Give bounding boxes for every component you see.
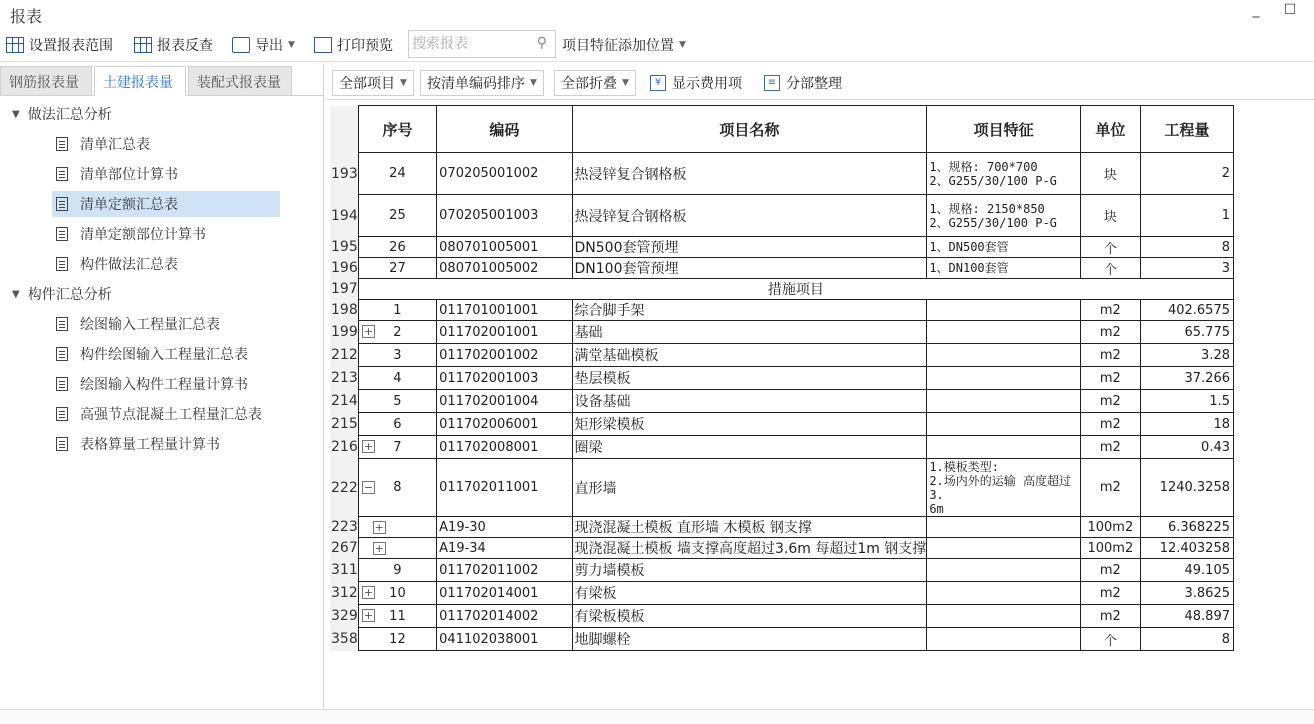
cell-name: 垫层模板 bbox=[572, 367, 927, 390]
export-label: 导出 bbox=[255, 38, 283, 54]
cell-code: 011702001003 bbox=[437, 367, 572, 390]
cell-seq bbox=[358, 367, 436, 390]
report-reverse-label: 报表反查 bbox=[157, 38, 213, 54]
row-number-header bbox=[330, 106, 358, 153]
cell-seq bbox=[358, 195, 436, 237]
seq-label: 6 bbox=[393, 416, 402, 432]
cell-code: 011702001001 bbox=[437, 321, 572, 344]
cell-code: 070205001002 bbox=[437, 153, 572, 195]
cell-name: 现浇混凝土模板 墙支撑高度超过3.6m 每超过1m 钢支撑 bbox=[572, 538, 927, 559]
cell-feature bbox=[927, 459, 1081, 517]
tab-rebar-report[interactable]: 钢筋报表量 bbox=[0, 66, 92, 96]
section-label: 措施项目 bbox=[358, 279, 1233, 300]
row-number bbox=[330, 344, 358, 367]
cell-feature bbox=[927, 300, 1081, 321]
tree-item-table-calc[interactable] bbox=[52, 431, 312, 457]
expand-icon[interactable]: + bbox=[363, 609, 374, 622]
cell-feature bbox=[927, 517, 1081, 538]
feature-line: 1、规格: 2150*850 bbox=[929, 201, 1045, 216]
cell-qty: 8 bbox=[1140, 628, 1233, 651]
expand-icon[interactable]: + bbox=[363, 440, 374, 453]
tree-group-label: 做法汇总分析 bbox=[27, 107, 112, 123]
cell-feature bbox=[927, 153, 1081, 195]
row-number bbox=[330, 390, 358, 413]
cell-name: 热浸锌复合钢格板 bbox=[572, 195, 927, 237]
row-number bbox=[330, 582, 374, 605]
row-number-label: 196 bbox=[331, 260, 358, 276]
tree-item-label: 清单部位计算书 bbox=[80, 167, 178, 183]
expand-icon[interactable]: + bbox=[374, 520, 384, 534]
cell-qty: 48.897 bbox=[1140, 605, 1233, 628]
feature-position-label: 项目特征添加位置 bbox=[562, 38, 674, 54]
tree-item-label: 构件做法汇总表 bbox=[80, 257, 178, 273]
export-icon bbox=[232, 37, 250, 53]
cell-seq bbox=[358, 390, 436, 413]
table-grid-icon bbox=[6, 37, 24, 53]
cell-code: 011702001004 bbox=[437, 390, 572, 413]
cell-unit: m2 bbox=[1080, 559, 1140, 582]
header-qty[interactable]: 工程量 bbox=[1140, 106, 1233, 153]
row-number bbox=[330, 436, 374, 459]
cell-name: DN500套管预埋 bbox=[572, 237, 927, 258]
cell-qty: 1240.3258 bbox=[1140, 459, 1233, 517]
cell-seq bbox=[358, 153, 436, 195]
cell-unit: m2 bbox=[1080, 582, 1140, 605]
set-report-range-label: 设置报表范围 bbox=[29, 38, 113, 54]
seq-label: 27 bbox=[389, 260, 406, 276]
show-cost-button[interactable] bbox=[648, 70, 744, 96]
table-row[interactable] bbox=[330, 195, 1234, 237]
tree-item-component-method-summary[interactable] bbox=[52, 251, 280, 277]
collapse-label: 全部折叠 bbox=[561, 76, 617, 92]
cell-unit: m2 bbox=[1080, 605, 1140, 628]
cell-qty: 2 bbox=[1140, 153, 1233, 195]
cell-qty: 3.8625 bbox=[1140, 582, 1233, 605]
table-row[interactable] bbox=[330, 582, 1234, 605]
row-number-label: 195 bbox=[331, 239, 358, 255]
row-number bbox=[330, 195, 358, 237]
print-preview-label: 打印预览 bbox=[337, 38, 393, 54]
cell-name: DN100套管预埋 bbox=[572, 258, 927, 279]
header-code[interactable]: 编码 bbox=[437, 106, 572, 153]
tree-item-label: 构件绘图输入工程量汇总表 bbox=[80, 347, 248, 363]
chevron-down-icon: ▼ bbox=[400, 78, 407, 88]
document-icon bbox=[56, 257, 68, 271]
sort-label: 按清单编码排序 bbox=[427, 76, 525, 92]
tree-group-component-summary[interactable] bbox=[12, 281, 112, 307]
cell-name: 地脚螺栓 bbox=[572, 628, 927, 651]
status-bar bbox=[0, 709, 1314, 724]
report-search-input[interactable] bbox=[412, 34, 530, 54]
cell-code: 011702008001 bbox=[437, 436, 572, 459]
seq-label: 4 bbox=[393, 370, 402, 386]
yen-icon: ¥ bbox=[650, 75, 666, 91]
cell-name: 有梁板 bbox=[572, 582, 927, 605]
set-report-range-button[interactable] bbox=[6, 34, 113, 56]
table-row[interactable] bbox=[330, 321, 1234, 344]
table-row[interactable] bbox=[330, 344, 1234, 367]
cell-feature bbox=[927, 605, 1081, 628]
row-number-label: 212 bbox=[331, 347, 358, 363]
report-panel bbox=[326, 63, 1314, 709]
cell-unit: m2 bbox=[1080, 459, 1140, 517]
tree-item-label: 清单汇总表 bbox=[80, 137, 150, 153]
table-row[interactable] bbox=[330, 237, 1234, 258]
cell-name: 设备基础 bbox=[572, 390, 927, 413]
row-number-label: 329 bbox=[331, 608, 358, 624]
table-row[interactable] bbox=[330, 605, 1234, 628]
document-icon bbox=[56, 167, 68, 181]
row-number-label: 213 bbox=[331, 370, 358, 386]
cell-code: 011702014001 bbox=[437, 582, 572, 605]
cell-seq bbox=[358, 628, 436, 651]
row-number-label: 193 bbox=[331, 165, 358, 182]
cell-feature bbox=[927, 582, 1081, 605]
cell-feature bbox=[927, 367, 1081, 390]
title-bar bbox=[0, 0, 1314, 28]
seq-label: 12 bbox=[389, 631, 406, 647]
chevron-down-icon: ▼ bbox=[622, 78, 629, 88]
cell-feature bbox=[927, 258, 1081, 279]
report-table bbox=[330, 105, 1234, 651]
cell-unit: m2 bbox=[1080, 367, 1140, 390]
cell-qty: 8 bbox=[1140, 237, 1233, 258]
print-preview-button[interactable] bbox=[314, 34, 393, 56]
seq-label: 24 bbox=[389, 166, 406, 181]
tree-item-bill-summary[interactable] bbox=[52, 131, 280, 157]
cell-qty: 65.775 bbox=[1140, 321, 1233, 344]
cell-code: 041102038001 bbox=[437, 628, 572, 651]
cell-seq bbox=[358, 559, 436, 582]
table-row[interactable] bbox=[330, 559, 1234, 582]
report-type-tabs bbox=[0, 66, 324, 96]
cell-qty: 6.368225 bbox=[1140, 517, 1233, 538]
feature-line: 6m bbox=[929, 501, 944, 516]
row-number bbox=[330, 258, 358, 279]
cell-feature bbox=[927, 436, 1081, 459]
feature-line: 1、DN500套管 bbox=[929, 240, 1009, 254]
cell-name: 有梁板模板 bbox=[572, 605, 927, 628]
collapse-arrow-icon: ▼ bbox=[12, 108, 20, 120]
row-number bbox=[330, 605, 374, 628]
cell-qty: 49.105 bbox=[1140, 559, 1233, 582]
row-number bbox=[330, 300, 358, 321]
row-number-label: 214 bbox=[331, 393, 358, 409]
tree-item-high-strength-concrete-summary[interactable] bbox=[52, 401, 312, 427]
table-row[interactable] bbox=[330, 390, 1234, 413]
cell-unit: 100m2 bbox=[1080, 538, 1140, 559]
seq-label: 8 bbox=[393, 480, 402, 495]
cell-unit: 个 bbox=[1080, 628, 1140, 651]
row-number-label: 216 bbox=[331, 439, 358, 455]
tab-civil-report[interactable]: 土建报表量 bbox=[94, 66, 186, 96]
organize-label: 分部整理 bbox=[786, 76, 842, 92]
cell-name: 剪力墙模板 bbox=[572, 559, 927, 582]
feature-position-dropdown[interactable] bbox=[562, 34, 686, 56]
row-number-label: 312 bbox=[331, 585, 358, 601]
organize-icon: ≡ bbox=[764, 75, 780, 91]
cell-seq bbox=[358, 300, 436, 321]
feature-line: 2、G255/30/100 P-G bbox=[929, 215, 1057, 230]
table-row[interactable] bbox=[330, 436, 1234, 459]
sort-dropdown[interactable] bbox=[420, 70, 544, 96]
cell-name: 基础 bbox=[572, 321, 927, 344]
cell-qty: 0.43 bbox=[1140, 436, 1233, 459]
document-icon bbox=[56, 227, 68, 241]
cell-code: 080701005001 bbox=[437, 237, 572, 258]
document-icon bbox=[56, 317, 68, 331]
cell-unit: 个 bbox=[1080, 258, 1140, 279]
row-number-label: 199 bbox=[331, 324, 358, 340]
row-number-label: 358 bbox=[331, 631, 358, 647]
tree-item-label: 清单定额部位计算书 bbox=[80, 227, 206, 243]
row-number-label: 194 bbox=[331, 207, 358, 224]
expand-icon[interactable]: + bbox=[363, 325, 374, 338]
row-number bbox=[330, 413, 358, 436]
feature-line: 2、G255/30/100 P-G bbox=[929, 173, 1057, 188]
row-number bbox=[330, 538, 358, 559]
feature-line: 1、DN100套管 bbox=[929, 261, 1009, 275]
seq-label: 3 bbox=[393, 347, 402, 363]
collapse-arrow-icon: ▼ bbox=[12, 288, 20, 300]
tree-item-drawing-component-calc[interactable] bbox=[52, 371, 312, 397]
row-number-label: 215 bbox=[331, 416, 358, 432]
report-toolbar bbox=[326, 66, 1314, 100]
cell-seq bbox=[358, 517, 436, 538]
cell-code: 011702006001 bbox=[437, 413, 572, 436]
chevron-down-icon: ▼ bbox=[679, 40, 686, 50]
cell-code: 011702011002 bbox=[437, 559, 572, 582]
maximize-button[interactable]: ☐ bbox=[1283, 2, 1297, 18]
header-name[interactable]: 项目名称 bbox=[572, 106, 927, 153]
seq-label: 9 bbox=[393, 562, 402, 578]
all-items-dropdown[interactable] bbox=[332, 70, 414, 96]
row-number bbox=[330, 517, 358, 538]
all-items-label: 全部项目 bbox=[339, 76, 395, 92]
table-row[interactable] bbox=[330, 413, 1234, 436]
cell-code: A19-30 bbox=[437, 517, 572, 538]
cell-code: 011702001002 bbox=[437, 344, 572, 367]
minimize-button[interactable]: _ bbox=[1252, 2, 1260, 18]
document-icon bbox=[56, 137, 68, 151]
cell-code: 011702011001 bbox=[437, 459, 572, 517]
report-grid bbox=[330, 105, 1234, 677]
row-number bbox=[330, 367, 358, 390]
row-number-label: 223 bbox=[331, 519, 358, 535]
cell-seq bbox=[358, 237, 436, 258]
seq-label: 10 bbox=[389, 585, 406, 601]
expand-icon[interactable]: + bbox=[363, 586, 374, 599]
chevron-down-icon: ▼ bbox=[530, 78, 537, 88]
window-title: 报表 bbox=[10, 7, 43, 26]
tree-item-component-drawing-qty-summary[interactable] bbox=[52, 341, 312, 367]
tree-item-drawing-qty-summary[interactable] bbox=[52, 311, 312, 337]
cell-feature bbox=[927, 321, 1081, 344]
report-reverse-button[interactable] bbox=[134, 34, 213, 56]
tab-prefab-report[interactable]: 装配式报表量 bbox=[188, 66, 292, 96]
table-row[interactable] bbox=[330, 517, 1234, 538]
cell-qty: 1.5 bbox=[1140, 390, 1233, 413]
tree-item-bill-quota-summary[interactable] bbox=[52, 191, 280, 217]
cell-unit: m2 bbox=[1080, 390, 1140, 413]
tree-item-bill-location-calc[interactable] bbox=[52, 161, 280, 187]
cell-unit: 块 bbox=[1080, 195, 1140, 237]
cell-code: 070205001003 bbox=[437, 195, 572, 237]
row-number bbox=[330, 628, 358, 651]
cell-code: 011701001001 bbox=[437, 300, 572, 321]
cell-unit: m2 bbox=[1080, 436, 1140, 459]
header-feature[interactable]: 项目特征 bbox=[927, 106, 1081, 153]
row-number bbox=[330, 559, 358, 582]
table-header-row bbox=[330, 106, 1234, 153]
cell-code: 080701005002 bbox=[437, 258, 572, 279]
left-panel bbox=[0, 63, 324, 709]
cell-qty: 402.6575 bbox=[1140, 300, 1233, 321]
row-number bbox=[330, 237, 358, 258]
row-number bbox=[330, 153, 358, 195]
table-search-icon bbox=[134, 37, 152, 53]
cell-unit: m2 bbox=[1080, 413, 1140, 436]
tree-item-label: 高强节点混凝土工程量汇总表 bbox=[80, 407, 262, 423]
cell-name: 综合脚手架 bbox=[572, 300, 927, 321]
tree-group-label: 构件汇总分析 bbox=[27, 287, 112, 303]
seq-label: 2 bbox=[393, 324, 402, 340]
cell-name: 热浸锌复合钢格板 bbox=[572, 153, 927, 195]
cell-seq bbox=[358, 413, 436, 436]
document-icon bbox=[56, 197, 68, 211]
feature-line: 1.模板类型: bbox=[929, 459, 999, 474]
table-row[interactable] bbox=[330, 459, 1234, 517]
tree-item-label: 表格算量工程量计算书 bbox=[80, 437, 220, 453]
cell-qty: 3.28 bbox=[1140, 344, 1233, 367]
table-row[interactable] bbox=[330, 367, 1234, 390]
cell-name: 矩形梁模板 bbox=[572, 413, 927, 436]
cell-unit: 100m2 bbox=[1080, 517, 1140, 538]
cell-feature bbox=[927, 237, 1081, 258]
cell-code: A19-34 bbox=[437, 538, 572, 559]
seq-label: 5 bbox=[393, 393, 402, 409]
cell-seq bbox=[358, 344, 436, 367]
table-row[interactable] bbox=[330, 300, 1234, 321]
row-number: 197 bbox=[330, 279, 358, 300]
tree-item-label: 绘图输入工程量汇总表 bbox=[80, 317, 220, 333]
search-icon[interactable]: ⚲ bbox=[536, 35, 547, 51]
cell-name: 满堂基础模板 bbox=[572, 344, 927, 367]
cell-feature bbox=[927, 195, 1081, 237]
feature-line: 2.场内外的运输 高度超过3. bbox=[929, 473, 1071, 502]
cell-name: 直形墙 bbox=[572, 459, 927, 517]
row-number bbox=[330, 321, 374, 344]
header-unit[interactable]: 单位 bbox=[1080, 106, 1140, 153]
document-icon bbox=[56, 407, 68, 421]
cell-qty: 12.403258 bbox=[1140, 538, 1233, 559]
table-row[interactable] bbox=[330, 538, 1234, 559]
cell-unit: 块 bbox=[1080, 153, 1140, 195]
row-number-label: 198 bbox=[331, 302, 358, 318]
cell-name: 现浇混凝土模板 直形墙 木模板 钢支撑 bbox=[572, 517, 927, 538]
collapse-dropdown[interactable] bbox=[554, 70, 636, 96]
header-seq[interactable]: 序号 bbox=[358, 106, 436, 153]
cell-unit: m2 bbox=[1080, 300, 1140, 321]
main-toolbar bbox=[0, 28, 1314, 62]
cell-unit: m2 bbox=[1080, 344, 1140, 367]
row-number-label: 311 bbox=[331, 562, 358, 578]
print-icon bbox=[314, 37, 332, 53]
cell-feature bbox=[927, 390, 1081, 413]
row-number-label: 267 bbox=[331, 540, 358, 556]
export-button[interactable] bbox=[232, 34, 295, 56]
row-number bbox=[330, 459, 374, 517]
cell-qty: 37.266 bbox=[1140, 367, 1233, 390]
tree-item-bill-quota-location-calc[interactable] bbox=[52, 221, 280, 247]
document-icon bbox=[56, 347, 68, 361]
seq-label: 1 bbox=[393, 302, 402, 318]
seq-label: 25 bbox=[389, 208, 406, 223]
expand-icon[interactable]: + bbox=[374, 541, 384, 555]
tree-item-label: 清单定额汇总表 bbox=[80, 197, 178, 213]
collapse-icon[interactable]: − bbox=[363, 480, 374, 494]
cell-feature bbox=[927, 628, 1081, 651]
section-row bbox=[330, 279, 1234, 300]
cell-feature bbox=[927, 344, 1081, 367]
table-row[interactable] bbox=[330, 153, 1234, 195]
export-dropdown-icon: ▼ bbox=[288, 40, 295, 50]
cell-qty: 18 bbox=[1140, 413, 1233, 436]
cell-feature bbox=[927, 559, 1081, 582]
table-row[interactable] bbox=[330, 628, 1234, 651]
organize-button[interactable] bbox=[762, 70, 844, 96]
cell-feature bbox=[927, 413, 1081, 436]
cell-qty: 1 bbox=[1140, 195, 1233, 237]
seq-label: 7 bbox=[393, 439, 402, 455]
cell-code: 011702014002 bbox=[437, 605, 572, 628]
document-icon bbox=[56, 437, 68, 451]
cell-seq bbox=[358, 538, 436, 559]
tree-item-label: 绘图输入构件工程量计算书 bbox=[80, 377, 248, 393]
show-cost-label: 显示费用项 bbox=[672, 76, 742, 92]
cell-unit: m2 bbox=[1080, 321, 1140, 344]
cell-unit: 个 bbox=[1080, 237, 1140, 258]
document-icon bbox=[56, 377, 68, 391]
report-table-body bbox=[330, 153, 1234, 651]
table-row[interactable] bbox=[330, 258, 1234, 279]
seq-label: 26 bbox=[389, 239, 406, 255]
cell-feature bbox=[927, 538, 1081, 559]
feature-line: 1、规格: 700*700 bbox=[929, 159, 1038, 174]
report-search-box bbox=[408, 30, 556, 58]
cell-name: 圈梁 bbox=[572, 436, 927, 459]
row-number-label: 222 bbox=[331, 479, 358, 496]
cell-seq bbox=[358, 258, 436, 279]
seq-label: 11 bbox=[389, 608, 406, 624]
tree-group-method-summary[interactable] bbox=[12, 101, 112, 127]
cell-qty: 3 bbox=[1140, 258, 1233, 279]
